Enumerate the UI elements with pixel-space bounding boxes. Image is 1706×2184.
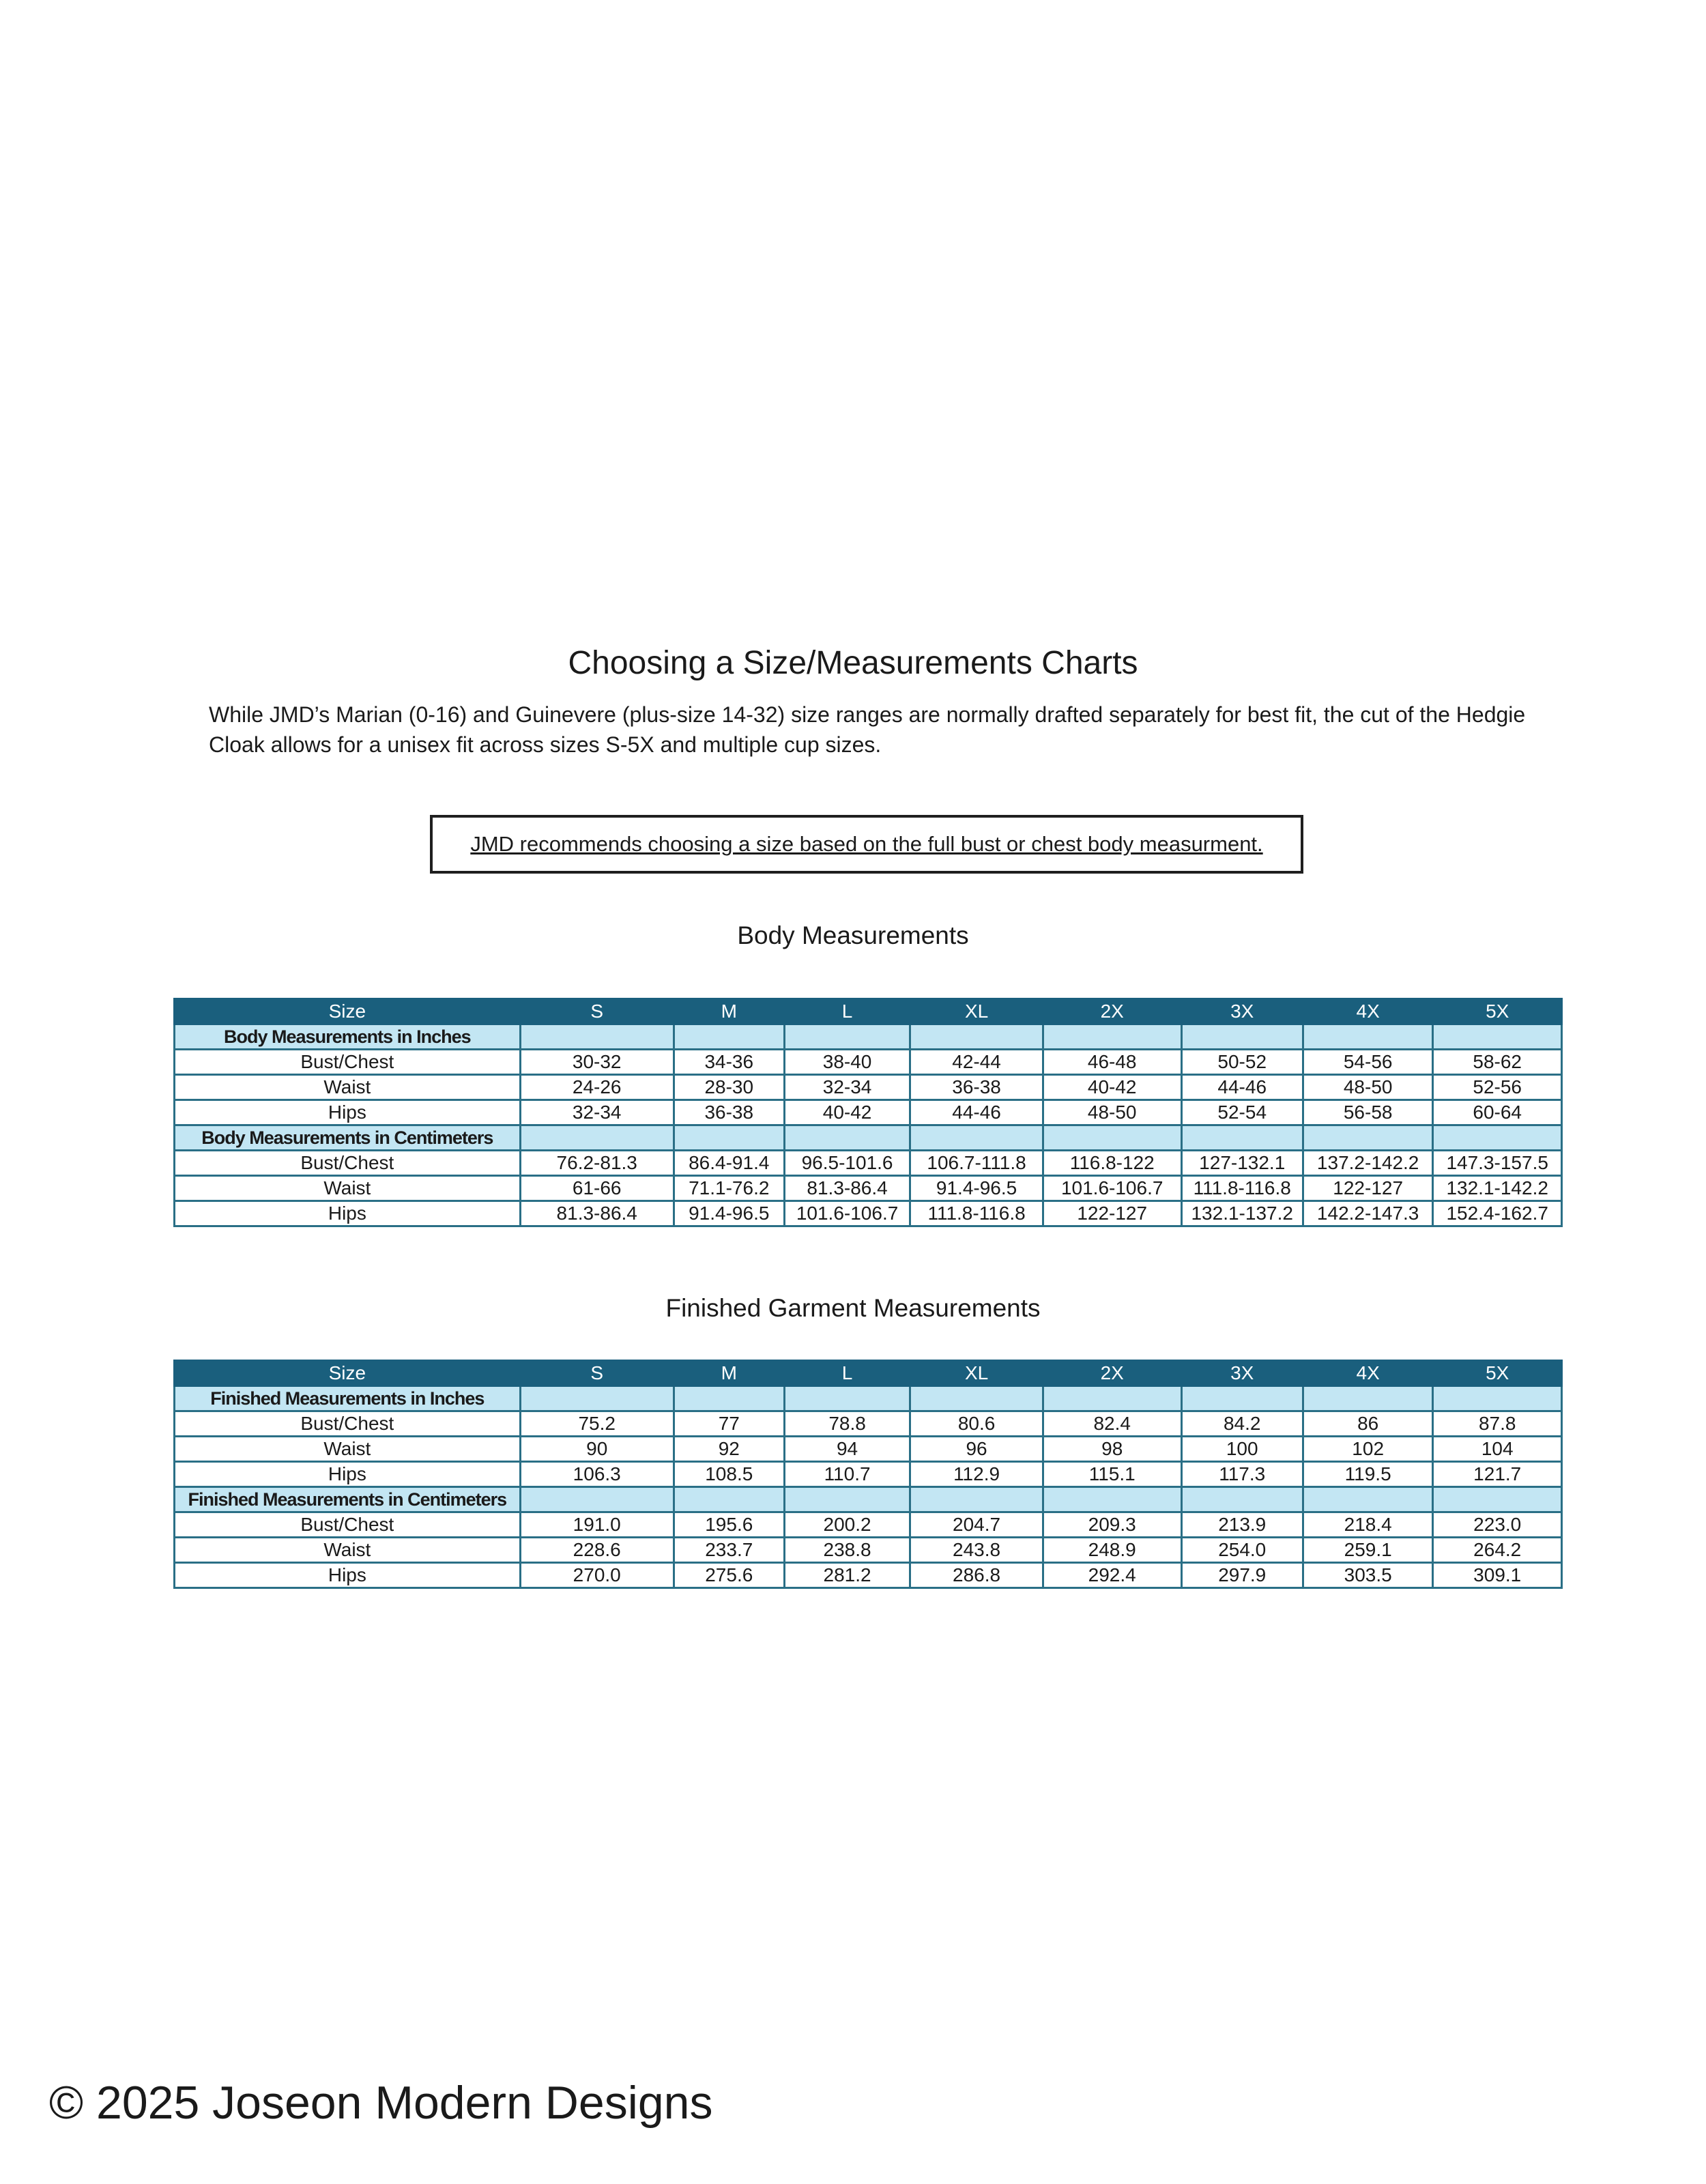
size-column-header: 2X bbox=[1043, 1361, 1181, 1386]
measurement-value: 52-56 bbox=[1433, 1075, 1562, 1100]
measurement-value: 122-127 bbox=[1303, 1176, 1433, 1201]
measurement-value: 152.4-162.7 bbox=[1433, 1201, 1562, 1226]
measurement-value: 84.2 bbox=[1181, 1411, 1303, 1437]
page-title: Choosing a Size/Measurements Charts bbox=[568, 645, 1138, 681]
size-column-header: XL bbox=[910, 999, 1043, 1024]
measurement-value: 42-44 bbox=[910, 1050, 1043, 1075]
intro-paragraph: While JMD’s Marian (0-16) and Guinevere (plus-size 14-32) size ranges are normally drafted separately for best fit, the cut of the Hedgie Cloak allows for a unisex fit across sizes S-5X and multiple cup sizes. bbox=[209, 702, 1526, 757]
measurement-value: 60-64 bbox=[1433, 1100, 1562, 1125]
measurement-label: Bust/Chest bbox=[175, 1512, 521, 1538]
table-row bbox=[175, 1075, 1562, 1100]
size-column-header: 5X bbox=[1433, 1361, 1562, 1386]
group-empty-cell bbox=[1303, 1386, 1433, 1411]
measurement-label: Hips bbox=[175, 1563, 521, 1588]
measurement-value: 32-34 bbox=[784, 1075, 910, 1100]
size-column-header: S bbox=[520, 1361, 674, 1386]
group-empty-cell bbox=[520, 1125, 674, 1151]
measurement-value: 58-62 bbox=[1433, 1050, 1562, 1075]
group-empty-cell bbox=[1433, 1125, 1562, 1151]
measurement-value: 82.4 bbox=[1043, 1411, 1181, 1437]
body-measurements-table bbox=[173, 998, 1563, 1227]
table-row bbox=[175, 1050, 1562, 1075]
measurement-value: 28-30 bbox=[674, 1075, 784, 1100]
measurement-value: 122-127 bbox=[1043, 1201, 1181, 1226]
measurement-label: Waist bbox=[175, 1075, 521, 1100]
group-empty-cell bbox=[910, 1386, 1043, 1411]
group-empty-cell bbox=[1181, 1487, 1303, 1512]
size-header: Size bbox=[175, 999, 521, 1024]
measurement-value: 110.7 bbox=[784, 1462, 910, 1487]
group-empty-cell bbox=[674, 1487, 784, 1512]
size-header: Size bbox=[175, 1361, 521, 1386]
measurement-value: 121.7 bbox=[1433, 1462, 1562, 1487]
measurement-value: 112.9 bbox=[910, 1462, 1043, 1487]
table-row bbox=[175, 1151, 1562, 1176]
measurement-value: 104 bbox=[1433, 1437, 1562, 1462]
measurement-value: 223.0 bbox=[1433, 1512, 1562, 1538]
group-empty-cell bbox=[1433, 1386, 1562, 1411]
measurement-value: 87.8 bbox=[1433, 1411, 1562, 1437]
measurement-value: 96.5-101.6 bbox=[784, 1151, 910, 1176]
measurement-value: 111.8-116.8 bbox=[910, 1201, 1043, 1226]
garment-measurements-title: Finished Garment Measurements bbox=[665, 1294, 1041, 1322]
measurement-value: 71.1-76.2 bbox=[674, 1176, 784, 1201]
group-label: Body Measurements in Inches bbox=[175, 1024, 521, 1050]
measurement-value: 92 bbox=[674, 1437, 784, 1462]
size-column-header: L bbox=[784, 999, 910, 1024]
measurement-value: 91.4-96.5 bbox=[910, 1176, 1043, 1201]
copyright-notice: © 2025 Joseon Modern Designs bbox=[49, 2077, 713, 2129]
measurement-label: Hips bbox=[175, 1462, 521, 1487]
garment-measurements-table bbox=[173, 1360, 1563, 1589]
group-empty-cell bbox=[674, 1125, 784, 1151]
measurement-value: 86 bbox=[1303, 1411, 1433, 1437]
body-measurements-title: Body Measurements bbox=[737, 921, 969, 949]
size-column-header: M bbox=[674, 1361, 784, 1386]
group-empty-cell bbox=[1181, 1386, 1303, 1411]
group-empty-cell bbox=[1043, 1487, 1181, 1512]
group-empty-cell bbox=[910, 1125, 1043, 1151]
measurement-value: 90 bbox=[520, 1437, 674, 1462]
measurement-value: 40-42 bbox=[784, 1100, 910, 1125]
group-empty-cell bbox=[520, 1386, 674, 1411]
measurement-value: 106.7-111.8 bbox=[910, 1151, 1043, 1176]
measurement-value: 275.6 bbox=[674, 1563, 784, 1588]
group-empty-cell bbox=[1181, 1125, 1303, 1151]
measurement-value: 24-26 bbox=[520, 1075, 674, 1100]
measurement-value: 147.3-157.5 bbox=[1433, 1151, 1562, 1176]
measurement-value: 259.1 bbox=[1303, 1538, 1433, 1563]
table-row bbox=[175, 1411, 1562, 1437]
measurement-value: 48-50 bbox=[1043, 1100, 1181, 1125]
measurement-value: 254.0 bbox=[1181, 1538, 1303, 1563]
size-recommendation-callout: JMD recommends choosing a size based on the full bust or chest body measurment. bbox=[430, 815, 1303, 874]
measurement-label: Bust/Chest bbox=[175, 1411, 521, 1437]
table-row bbox=[175, 1512, 1562, 1538]
measurement-value: 297.9 bbox=[1181, 1563, 1303, 1588]
size-column-header: 4X bbox=[1303, 1361, 1433, 1386]
measurement-value: 238.8 bbox=[784, 1538, 910, 1563]
group-empty-cell bbox=[784, 1386, 910, 1411]
measurement-value: 50-52 bbox=[1181, 1050, 1303, 1075]
group-empty-cell bbox=[674, 1386, 784, 1411]
table-group-row bbox=[175, 1386, 1562, 1411]
group-empty-cell bbox=[910, 1487, 1043, 1512]
size-column-header: 3X bbox=[1181, 1361, 1303, 1386]
measurement-value: 228.6 bbox=[520, 1538, 674, 1563]
measurement-value: 303.5 bbox=[1303, 1563, 1433, 1588]
measurement-value: 94 bbox=[784, 1437, 910, 1462]
measurement-value: 200.2 bbox=[784, 1512, 910, 1538]
measurement-value: 309.1 bbox=[1433, 1563, 1562, 1588]
measurement-value: 81.3-86.4 bbox=[520, 1201, 674, 1226]
size-column-header: 4X bbox=[1303, 999, 1433, 1024]
measurement-value: 108.5 bbox=[674, 1462, 784, 1487]
group-empty-cell bbox=[1043, 1386, 1181, 1411]
size-column-header: 5X bbox=[1433, 999, 1562, 1024]
table-group-row bbox=[175, 1024, 1562, 1050]
table-row bbox=[175, 1462, 1562, 1487]
group-empty-cell bbox=[784, 1024, 910, 1050]
measurement-value: 48-50 bbox=[1303, 1075, 1433, 1100]
group-empty-cell bbox=[784, 1125, 910, 1151]
measurement-value: 270.0 bbox=[520, 1563, 674, 1588]
table-group-row bbox=[175, 1487, 1562, 1512]
measurement-value: 117.3 bbox=[1181, 1462, 1303, 1487]
measurement-value: 34-36 bbox=[674, 1050, 784, 1075]
measurement-value: 218.4 bbox=[1303, 1512, 1433, 1538]
table-header-row bbox=[175, 1361, 1562, 1386]
measurement-label: Bust/Chest bbox=[175, 1151, 521, 1176]
measurement-value: 36-38 bbox=[674, 1100, 784, 1125]
measurement-value: 101.6-106.7 bbox=[1043, 1176, 1181, 1201]
measurement-label: Waist bbox=[175, 1538, 521, 1563]
group-empty-cell bbox=[1433, 1024, 1562, 1050]
measurement-value: 36-38 bbox=[910, 1075, 1043, 1100]
measurement-value: 233.7 bbox=[674, 1538, 784, 1563]
group-empty-cell bbox=[1181, 1024, 1303, 1050]
measurement-value: 56-58 bbox=[1303, 1100, 1433, 1125]
group-empty-cell bbox=[520, 1487, 674, 1512]
table-group-row bbox=[175, 1125, 1562, 1151]
group-label: Finished Measurements in Centimeters bbox=[175, 1487, 521, 1512]
measurement-value: 116.8-122 bbox=[1043, 1151, 1181, 1176]
measurement-value: 292.4 bbox=[1043, 1563, 1181, 1588]
measurement-value: 32-34 bbox=[520, 1100, 674, 1125]
measurement-value: 115.1 bbox=[1043, 1462, 1181, 1487]
table-row bbox=[175, 1563, 1562, 1588]
measurement-value: 44-46 bbox=[1181, 1075, 1303, 1100]
measurement-value: 142.2-147.3 bbox=[1303, 1201, 1433, 1226]
measurement-label: Hips bbox=[175, 1201, 521, 1226]
measurement-value: 111.8-116.8 bbox=[1181, 1176, 1303, 1201]
measurement-value: 44-46 bbox=[910, 1100, 1043, 1125]
group-empty-cell bbox=[674, 1024, 784, 1050]
measurement-value: 91.4-96.5 bbox=[674, 1201, 784, 1226]
measurement-value: 248.9 bbox=[1043, 1538, 1181, 1563]
measurement-value: 191.0 bbox=[520, 1512, 674, 1538]
measurement-value: 38-40 bbox=[784, 1050, 910, 1075]
measurement-value: 243.8 bbox=[910, 1538, 1043, 1563]
group-label: Finished Measurements in Inches bbox=[175, 1386, 521, 1411]
table-row bbox=[175, 1201, 1562, 1226]
measurement-value: 102 bbox=[1303, 1437, 1433, 1462]
measurement-value: 40-42 bbox=[1043, 1075, 1181, 1100]
measurement-value: 96 bbox=[910, 1437, 1043, 1462]
size-column-header: XL bbox=[910, 1361, 1043, 1386]
measurement-value: 132.1-137.2 bbox=[1181, 1201, 1303, 1226]
measurement-value: 78.8 bbox=[784, 1411, 910, 1437]
measurement-value: 61-66 bbox=[520, 1176, 674, 1201]
measurement-value: 281.2 bbox=[784, 1563, 910, 1588]
measurement-value: 137.2-142.2 bbox=[1303, 1151, 1433, 1176]
measurement-value: 80.6 bbox=[910, 1411, 1043, 1437]
measurement-value: 52-54 bbox=[1181, 1100, 1303, 1125]
measurement-value: 264.2 bbox=[1433, 1538, 1562, 1563]
measurement-value: 86.4-91.4 bbox=[674, 1151, 784, 1176]
group-empty-cell bbox=[1043, 1024, 1181, 1050]
group-empty-cell bbox=[1303, 1024, 1433, 1050]
size-column-header: M bbox=[674, 999, 784, 1024]
group-empty-cell bbox=[784, 1487, 910, 1512]
measurement-label: Hips bbox=[175, 1100, 521, 1125]
size-column-header: 3X bbox=[1181, 999, 1303, 1024]
measurement-value: 81.3-86.4 bbox=[784, 1176, 910, 1201]
table-row bbox=[175, 1100, 1562, 1125]
measurement-value: 195.6 bbox=[674, 1512, 784, 1538]
measurement-value: 106.3 bbox=[520, 1462, 674, 1487]
measurement-value: 204.7 bbox=[910, 1512, 1043, 1538]
measurement-value: 54-56 bbox=[1303, 1050, 1433, 1075]
group-empty-cell bbox=[1433, 1487, 1562, 1512]
measurement-label: Waist bbox=[175, 1176, 521, 1201]
measurement-value: 100 bbox=[1181, 1437, 1303, 1462]
group-empty-cell bbox=[1303, 1125, 1433, 1151]
measurement-label: Bust/Chest bbox=[175, 1050, 521, 1075]
group-empty-cell bbox=[1303, 1487, 1433, 1512]
measurement-value: 46-48 bbox=[1043, 1050, 1181, 1075]
measurement-value: 213.9 bbox=[1181, 1512, 1303, 1538]
table-row bbox=[175, 1176, 1562, 1201]
measurement-value: 209.3 bbox=[1043, 1512, 1181, 1538]
group-empty-cell bbox=[910, 1024, 1043, 1050]
table-row bbox=[175, 1437, 1562, 1462]
measurement-value: 101.6-106.7 bbox=[784, 1201, 910, 1226]
group-label: Body Measurements in Centimeters bbox=[175, 1125, 521, 1151]
size-column-header: S bbox=[520, 999, 674, 1024]
table-header-row bbox=[175, 999, 1562, 1024]
measurement-value: 75.2 bbox=[520, 1411, 674, 1437]
group-empty-cell bbox=[520, 1024, 674, 1050]
group-empty-cell bbox=[1043, 1125, 1181, 1151]
measurement-value: 98 bbox=[1043, 1437, 1181, 1462]
measurement-value: 119.5 bbox=[1303, 1462, 1433, 1487]
measurement-value: 286.8 bbox=[910, 1563, 1043, 1588]
measurement-label: Waist bbox=[175, 1437, 521, 1462]
measurement-value: 127-132.1 bbox=[1181, 1151, 1303, 1176]
table-row bbox=[175, 1538, 1562, 1563]
size-column-header: 2X bbox=[1043, 999, 1181, 1024]
measurement-value: 30-32 bbox=[520, 1050, 674, 1075]
measurement-value: 132.1-142.2 bbox=[1433, 1176, 1562, 1201]
measurement-value: 76.2-81.3 bbox=[520, 1151, 674, 1176]
size-column-header: L bbox=[784, 1361, 910, 1386]
measurement-value: 77 bbox=[674, 1411, 784, 1437]
